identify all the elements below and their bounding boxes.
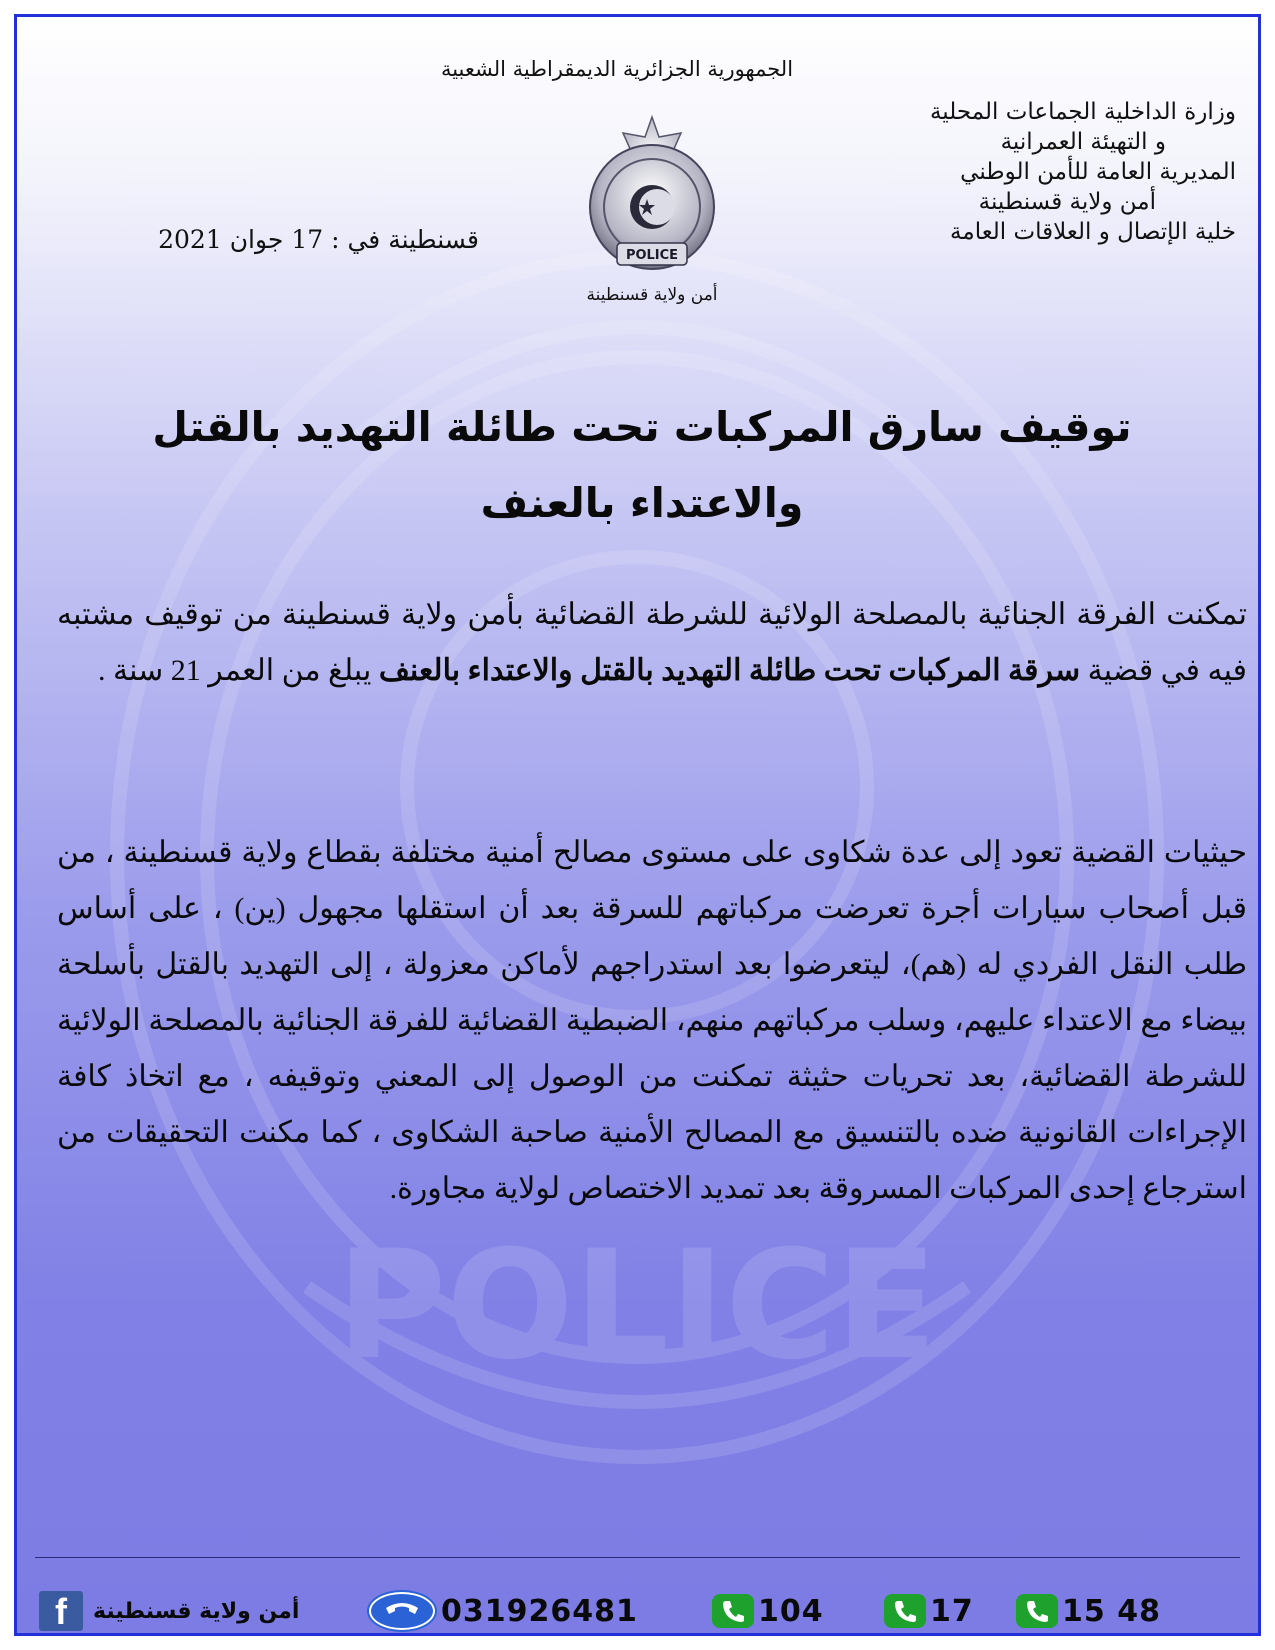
main-phone[interactable] [369,1589,638,1633]
title-line: توقيف سارق المركبات تحت طائلة التهديد بالقتل [152,403,1132,451]
press-release-page [14,14,1261,1636]
svg-text:POLICE: POLICE [336,1219,938,1393]
paragraph-bold-text: سرقة المركبات تحت طائلة التهديد بالقتل والاعتداء بالعنف [378,654,1081,687]
emblem-caption: أمن ولاية قسنطينة [586,285,718,305]
police-emblem-icon [577,107,727,287]
footer-divider [35,1557,1240,1558]
issue-date: قسنطينة في : 17 جوان 2021 [158,225,479,254]
press-title [107,389,1177,541]
hotline-17[interactable] [884,1589,974,1633]
ministry-line: أمن ولاية قسنطينة [978,189,1156,215]
ministry-line: و التهيئة العمرانية [1000,129,1166,155]
hotline-number: 15 48 [1062,1593,1161,1629]
facebook-label: أمن ولاية قسنطينة [93,1598,300,1624]
paragraph-text: تمكنت الفرقة الجنائية بالمصلحة الولائية للشرطة القضائية بأمن ولاية قسنطينة من توقيف مشتبه فيه في قضية [57,598,1247,687]
paragraph-arrest [57,587,1247,699]
phone-icon [884,1594,926,1628]
ministry-line: خلية الإتصال و العلاقات العامة [950,219,1236,245]
phone-number: 031926481 [441,1593,638,1629]
ministry-block [776,97,1236,247]
paragraph-details: حيثيات القضية تعود إلى عدة شكاوى على مستوى مصالح أمنية مختلفة بقطاع ولاية قسنطينة ، من قبل أصحاب سيارات أجرة تعرضت مركباتهم للسرقة بعد أن استقلها مجهول (ين) ، على أساس طلب النقل الفردي له (هم)، ليتعرضوا بعد استدراجهم لأماكن معزولة ، إلى التهديد بالقتل بأسلحة بيضاء مع الاعتداء عليهم، وسلب مركباتهم منهم، الضبطية القضائية للفرقة الجنائية بالمصلحة الولائية للشرطة القضائية، بعد تحريات حثيثة تمكنت من الوصول إلى المعني وتوقيفه ، مع اتخاذ كافة الإجراءات القانونية ضده بالتنسيق مع المصالح الأمنية صاحبة الشكاوى ، كما مكنت التحقيقات من استرجاع إحدى المركبات المسروقة بعد تمديد الاختصاص لولاية مجاورة. [57,836,1247,1205]
ministry-line: المديرية العامة للأمن الوطني [960,159,1236,185]
telephone-icon [369,1592,435,1630]
title-line: والاعتداء بالعنف [480,479,804,527]
phone-icon [712,1594,754,1628]
hotline-104[interactable] [712,1589,824,1633]
paragraph-text: يبلغ من العمر 21 سنة . [98,654,379,687]
facebook-icon: f [39,1591,83,1631]
republic-heading: الجمهورية الجزائرية الديمقراطية الشعبية [440,57,794,81]
contact-footer [39,1589,1236,1633]
hotline-1548[interactable] [1016,1589,1161,1633]
facebook-link[interactable] [39,1589,299,1633]
ministry-line: وزارة الداخلية الجماعات المحلية [929,99,1236,125]
hotline-number: 104 [758,1593,824,1629]
emblem-text: POLICE [625,248,679,263]
phone-icon [1016,1594,1058,1628]
hotline-number: 17 [930,1593,974,1629]
